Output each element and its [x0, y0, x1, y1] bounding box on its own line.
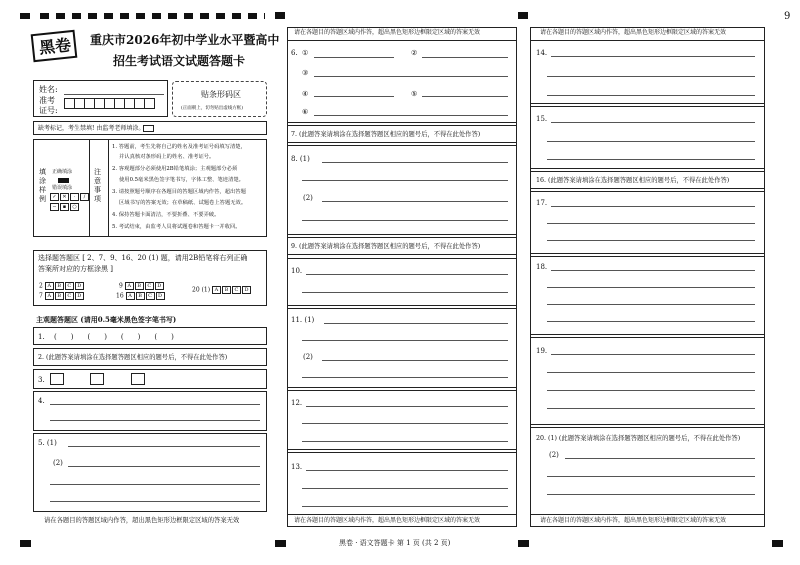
answer-line[interactable]: [302, 423, 508, 424]
title-line-1: 重庆市2026年初中学业水平暨高中: [90, 33, 280, 47]
answer-line[interactable]: [547, 240, 755, 241]
q15-area: 15.: [530, 106, 765, 169]
answer-line[interactable]: [306, 406, 508, 407]
correct-fill-label: 正确填涂: [52, 169, 73, 175]
q2-area: 2. (此题答案请填涂在选择题答题区相应的题号后，不得在此处作答): [33, 348, 267, 366]
barcode-note: (正面朝上，切勿贴出虚线方框): [181, 106, 244, 111]
timing-mark: [275, 540, 286, 547]
choice-title-b: 答案所对应的方框涂黑 ]: [38, 265, 113, 273]
column-3-top-warning: 请在各题目的答题区域内作答，超出黑色矩形边框限定区域的答案无效: [540, 29, 727, 36]
q1-blanks[interactable]: ( ) ( ) ( ) ( ): [54, 333, 174, 341]
answer-line[interactable]: [547, 494, 755, 495]
name-field[interactable]: [64, 94, 164, 95]
answer-line[interactable]: [50, 420, 260, 421]
answer-line[interactable]: [302, 340, 508, 341]
q17-area: 17.: [530, 191, 765, 254]
subjective-title: 主观题答题区 (请用0.5毫米黑色签字笔书写): [36, 315, 177, 324]
note-line: 4. 保持答题卡面清洁，不要折叠、不要弄破。: [112, 212, 220, 218]
column-2-bottom-warning: 请在各题目的答题区域内作答，超出黑色矩形边框限定区域的答案无效: [294, 517, 481, 524]
exam-number-label-a: 准考: [39, 96, 55, 105]
q16-area: 16. (此题答案请填涂在选择题答题区相应的题号后，不得在此处作答): [530, 171, 765, 189]
answer-line[interactable]: [547, 408, 755, 409]
answer-line[interactable]: [422, 57, 508, 58]
barcode-title: 贴条形码区: [201, 90, 241, 99]
choice-answer-area: [33, 250, 267, 306]
answer-line[interactable]: [322, 201, 508, 202]
note-line: 1. 答题前，考生先将自己的姓名及准考证号码填写清楚，: [112, 144, 246, 150]
answer-line[interactable]: [547, 476, 755, 477]
name-label: 姓名:: [39, 85, 58, 94]
q3-area: 3.: [33, 369, 267, 389]
answer-line[interactable]: [547, 287, 755, 288]
answer-line[interactable]: [547, 223, 755, 224]
q3-box-3[interactable]: [131, 373, 145, 385]
answer-line[interactable]: [314, 115, 508, 116]
choice-q20-1[interactable]: 20 (1) A B C D: [192, 286, 252, 294]
wrong-fill-samples-2: − ▪ ○: [50, 203, 80, 211]
timing-mark: [275, 12, 285, 19]
choice-q16[interactable]: 16 A B C D: [116, 292, 166, 300]
q19-area: 19.: [530, 337, 765, 425]
wrong-fill-label: 错误填涂: [52, 185, 73, 191]
q12-area: 12.: [287, 390, 517, 450]
answer-line[interactable]: [551, 56, 755, 57]
answer-line[interactable]: [322, 360, 508, 361]
timing-mark: [772, 540, 783, 547]
note-line: 3. 请按照题号顺序在各题目的答题区域内作答，超出答题: [112, 189, 246, 195]
answer-line[interactable]: [50, 404, 260, 405]
answer-line[interactable]: [322, 162, 508, 163]
note-line: 使用0.5毫米黑色签字笔书写，字体工整、笔迹清楚。: [119, 177, 244, 183]
choice-title-a: 选择题答题区 [ 2、7、9、16、20 (1) 题，请用2B铅笔将右列正确: [38, 254, 248, 262]
title-line-2: 招生考试语文试题答题卡: [113, 54, 246, 68]
fill-example-label: 填涂样例: [39, 168, 46, 204]
timing-mark: [518, 540, 529, 547]
answer-line[interactable]: [302, 377, 508, 378]
answer-line[interactable]: [302, 506, 508, 507]
timing-mark: [518, 12, 528, 19]
note-line: 区域书写的答案无效；在草稿纸、试题卷上答题无效。: [119, 200, 247, 206]
answer-line[interactable]: [565, 458, 755, 459]
q5-area: 5. (1) (2): [33, 433, 267, 512]
answer-line[interactable]: [547, 372, 755, 373]
q20-area: 20. (1) (此题答案请填涂在选择题答题区相应的题号后，不得在此处作答) (2): [530, 427, 765, 515]
answer-line[interactable]: [302, 180, 508, 181]
footer-warning: 请在各题目的答题区域内作答，超出黑色矩形边框限定区域的答案无效: [44, 517, 240, 524]
answer-line[interactable]: [314, 96, 394, 97]
q11-area: 11. (1) (2): [287, 308, 517, 388]
student-info-box: [33, 80, 168, 117]
answer-line[interactable]: [547, 76, 755, 77]
choice-q7[interactable]: 7 A B C D: [39, 292, 85, 300]
q1-area: 1. ( ) ( ) ( ) ( ): [33, 327, 267, 345]
exam-number-boxes[interactable]: [64, 98, 154, 111]
answer-line[interactable]: [314, 57, 394, 58]
answer-line[interactable]: [306, 274, 508, 275]
answer-line[interactable]: [551, 270, 755, 271]
q18-area: 18.: [530, 256, 765, 335]
q6-area: 6. ① ② ③ ④ ⑤ ⑥: [287, 40, 517, 123]
page-footer: 黑卷 · 语文答题卡 第 1 页 (共 2 页): [339, 539, 451, 547]
q14-area: 14.: [530, 40, 765, 104]
note-line: 5. 考试结束，由监考人员将试题卷和答题卡一并收回。: [112, 224, 241, 230]
answer-line[interactable]: [422, 96, 508, 97]
answer-line[interactable]: [547, 141, 755, 142]
q3-box-2[interactable]: [90, 373, 104, 385]
q9-area: 9. (此题答案请填涂在选择题答题区相应的题号后，不得在此处作答): [287, 237, 517, 255]
note-line: 2. 客观题部分必须使用2B铅笔填涂；主观题部分必须: [112, 166, 238, 172]
answer-line[interactable]: [302, 488, 508, 489]
answer-line[interactable]: [551, 122, 755, 123]
correct-fill-sample: [58, 178, 69, 183]
q13-area: 13.: [287, 452, 517, 515]
answer-line[interactable]: [547, 159, 755, 160]
instructions-box: [33, 139, 267, 237]
choice-q9[interactable]: 9 A B C D: [119, 282, 165, 290]
answer-line[interactable]: [314, 76, 508, 77]
answer-line[interactable]: [324, 323, 508, 324]
answer-line[interactable]: [68, 446, 260, 447]
q10-area: 10.: [287, 258, 517, 306]
wrong-fill-samples: ✓ ✕ · /: [50, 193, 90, 201]
q8-area: 8. (1) (2): [287, 145, 517, 235]
timing-mark: [20, 540, 31, 547]
stamp-black-paper: 黑卷: [31, 30, 78, 62]
q4-area: 4.: [33, 391, 267, 431]
answer-line[interactable]: [68, 466, 260, 467]
answer-line[interactable]: [547, 95, 755, 96]
absent-mark-row: [33, 121, 267, 135]
q7-area: 7. (此题答案请填涂在选择题答题区相应的题号后，不得在此处作答): [287, 125, 517, 143]
page-number: 9: [784, 11, 791, 22]
answer-line[interactable]: [547, 390, 755, 391]
answer-line[interactable]: [551, 354, 755, 355]
choice-q2[interactable]: 2 A B C D: [39, 282, 85, 290]
notes-label: 注意事项: [94, 168, 101, 204]
timing-mark: [40, 13, 265, 19]
answer-line[interactable]: [547, 321, 755, 322]
barcode-area: [172, 81, 267, 117]
answer-line[interactable]: [302, 441, 508, 442]
answer-line[interactable]: [306, 470, 508, 471]
answer-line[interactable]: [302, 292, 508, 293]
answer-line[interactable]: [302, 220, 508, 221]
answer-line[interactable]: [547, 304, 755, 305]
column-3-bottom-warning: 请在各题目的答题区域内作答，超出黑色矩形边框限定区域的答案无效: [540, 517, 727, 524]
answer-line[interactable]: [551, 206, 755, 207]
answer-line[interactable]: [50, 501, 260, 502]
exam-number-label-b: 证号:: [39, 106, 58, 115]
timing-mark: [20, 13, 30, 19]
answer-line[interactable]: [50, 484, 260, 485]
note-line: 并认真核对条形码上的姓名、准考证号。: [119, 154, 215, 160]
absent-mark-box[interactable]: [143, 125, 154, 132]
column-2-top-warning: 请在各题目的答题区域内作答，超出黑色矩形边框限定区域的答案无效: [294, 29, 481, 36]
q3-box-1[interactable]: [50, 373, 64, 385]
absent-mark-text: 缺考标记，考生禁填! 由监考老师填涂。: [38, 125, 145, 132]
